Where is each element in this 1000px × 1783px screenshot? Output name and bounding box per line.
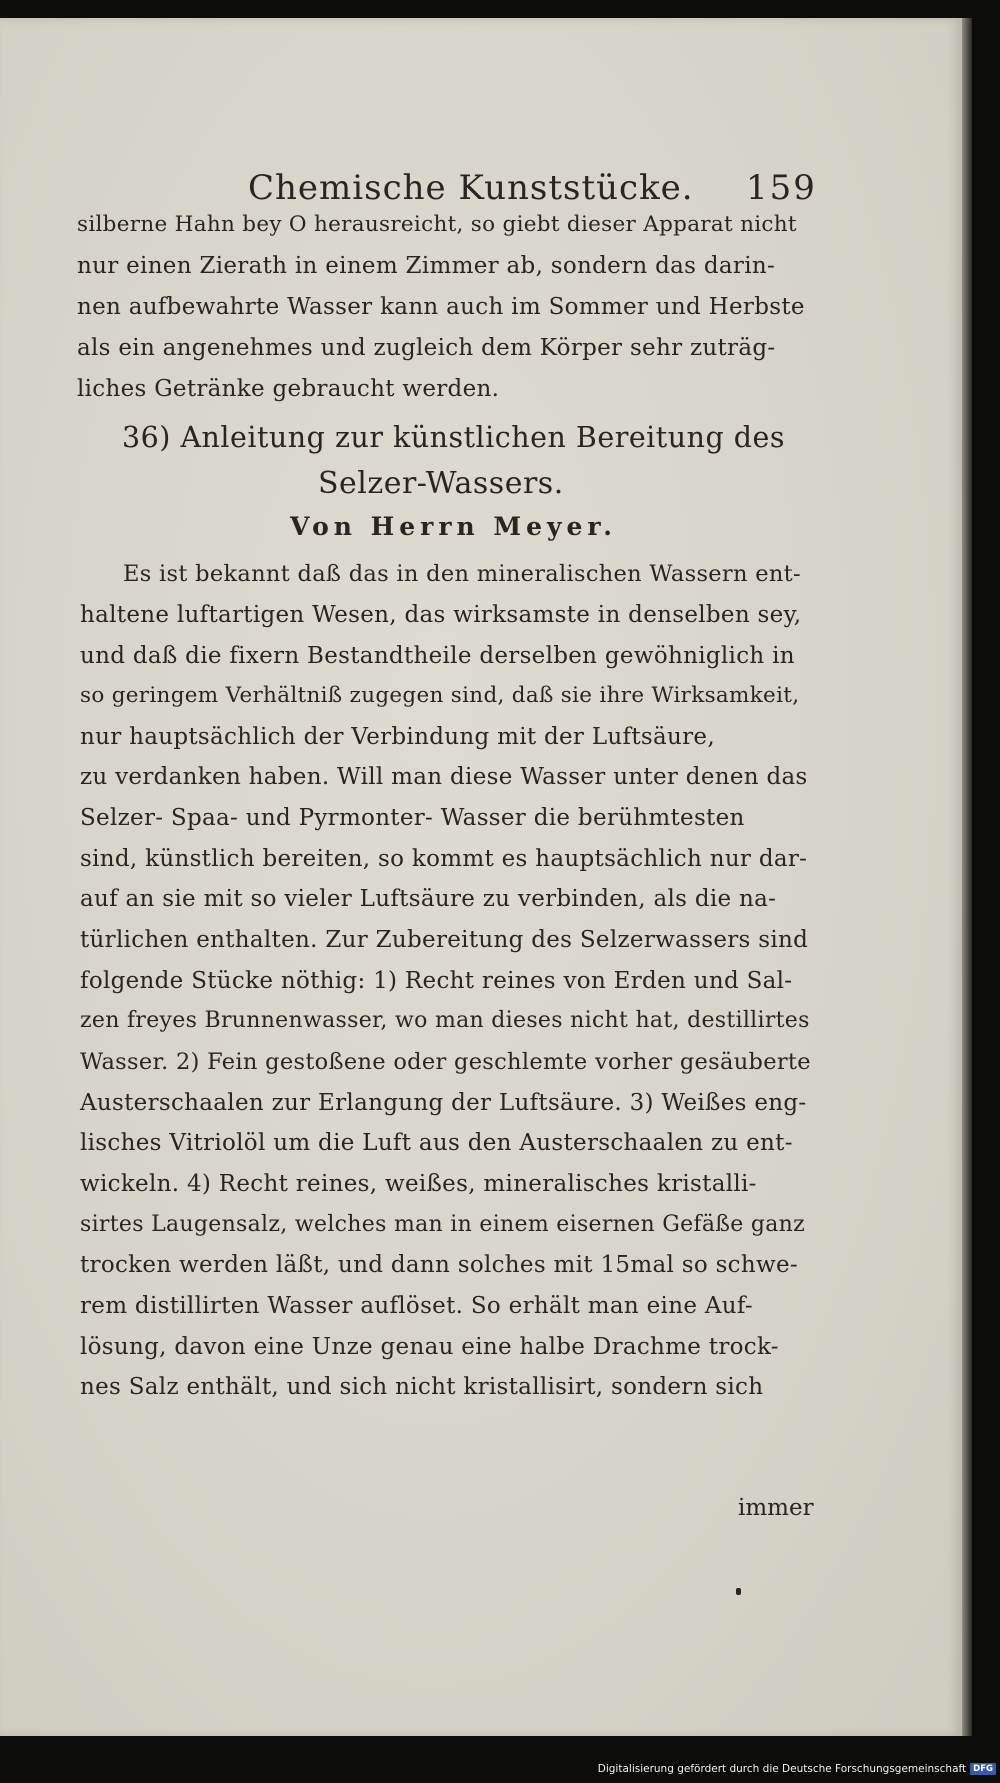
section-byline: Von Herrn Meyer. <box>290 512 617 541</box>
section-title-line2: Selzer-Wassers. <box>318 466 564 501</box>
digitization-credit <box>598 1763 996 1775</box>
body-line: sind, künstlich bereiten, so kommt es hauptsächlich nur dar- <box>80 846 808 872</box>
body-line: trocken werden läßt, und dann solches mit 15mal so schwe- <box>80 1252 798 1278</box>
body-line: auf an sie mit so vieler Luftsäure zu verbinden, als die na- <box>80 886 777 912</box>
book-page <box>0 18 965 1736</box>
body-line: zen freyes Brunnenwasser, wo man dieses nicht hat, destillirtes <box>80 1008 810 1033</box>
body-line: sirtes Laugensalz, welches man in einem eisernen Gefäße ganz <box>80 1212 806 1237</box>
continuation-line: nen aufbewahrte Wasser kann auch im Sommer und Herbste <box>77 294 805 320</box>
body-line: nur hauptsächlich der Verbindung mit der Luftsäure, <box>80 724 715 750</box>
body-line: Selzer- Spaa- und Pyrmonter- Wasser die berühmtesten <box>80 805 745 831</box>
body-line: zu verdanken haben. Will man diese Wasser unter denen das <box>80 764 808 790</box>
body-line: lisches Vitriolöl um die Luft aus den Austerschaalen zu ent- <box>80 1130 793 1156</box>
dfg-logo: DFG <box>970 1763 996 1775</box>
body-line: folgende Stücke nöthig: 1) Recht reines von Erden und Sal- <box>80 968 793 994</box>
continuation-line: nur einen Zierath in einem Zimmer ab, sondern das darin- <box>77 253 776 279</box>
continuation-line: silberne Hahn bey O herausreicht, so giebt dieser Apparat nicht <box>77 212 797 237</box>
body-line: haltene luftartigen Wesen, das wirksamste in denselben sey, <box>80 602 802 628</box>
running-head: Chemische Kunststücke. <box>248 168 694 208</box>
credit-text: Digitalisierung gefördert durch die Deutsche Forschungsgemeinschaft <box>597 1763 967 1775</box>
body-line: türlichen enthalten. Zur Zubereitung des Selzerwassers sind <box>80 927 809 953</box>
body-line: lösung, davon eine Unze genau eine halbe Drachme trock- <box>80 1334 779 1360</box>
section-title-line1: 36) Anleitung zur künstlichen Bereitung des <box>122 421 786 454</box>
body-line: nes Salz enthält, und sich nicht kristallisirt, sondern sich <box>80 1374 764 1400</box>
continuation-line: als ein angenehmes und zugleich dem Körper sehr zuträg- <box>77 335 776 361</box>
page-number: 159 <box>746 168 817 208</box>
body-line: Es ist bekannt daß das in den mineralischen Wassern ent- <box>123 561 801 587</box>
body-line: Wasser. 2) Fein gestoßene oder geschlemte vorher gesäuberte <box>80 1049 811 1075</box>
body-line: so geringem Verhältniß zugegen sind, daß sie ihre Wirksamkeit, <box>80 683 800 708</box>
page-edge-shadow <box>962 18 972 1736</box>
body-line: Austerschaalen zur Erlangung der Luftsäure. 3) Weißes eng- <box>80 1090 807 1116</box>
ink-speck <box>736 1588 741 1595</box>
body-line: rem distillirten Wasser auflöset. So erhält man eine Auf- <box>80 1293 753 1319</box>
catchword: immer <box>738 1495 814 1521</box>
body-line: wickeln. 4) Recht reines, weißes, mineralisches kristalli- <box>80 1171 757 1197</box>
continuation-line: liches Getränke gebraucht werden. <box>77 376 500 402</box>
body-line: und daß die fixern Bestandtheile derselben gewöhniglich in <box>80 643 795 669</box>
